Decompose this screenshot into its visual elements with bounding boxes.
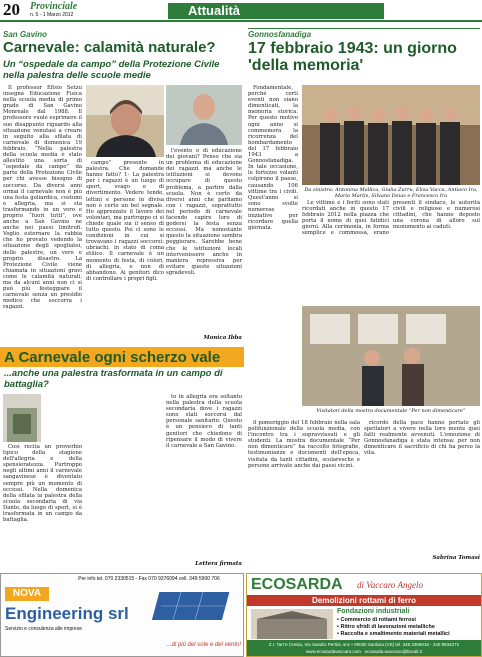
ad-ecosarda-contacts	[247, 648, 481, 655]
article2-caption-top: Da sinistra: Antonina Mallica, Giulia Zurru, Elisa Vacca, Antioco Ira, Maria Martis, Silvano Deias e Francesco Ira	[304, 187, 478, 199]
ad-ecosarda-brand: ECOSARDA	[251, 576, 343, 593]
article2-col3: il pomeriggio del 18 febbraio nella sala polifunzionale della scuola media, con l'incontro tra i sopravvissuti e gli studenti. La mostra documentale “Per non dimenticare” ha raccolto fotografie, testimonianze e documenti dell'epoca, visitata da tanti cittadini, scolaresche e persone arrivate anche dai paesi vicini.	[248, 420, 360, 469]
article2-col2: Le vittime e i feriti sono stati ricordati anche in questo 17 febbraio 2012 nella piazza che porta il nome di quei fatidici giorni. Alla cerimonia, in forma semplice e commossa, erano presenti il sindaco, le autorità civili e religiose e numerosi cittadini, che hanno deposto una corona di alloro sul monumento ai caduti.	[302, 200, 480, 237]
ad-nova-logo: NOVA	[5, 587, 49, 601]
article1-kicker: San Gavino	[3, 30, 48, 39]
ad-ecosarda-subheadline: Fondazioni industriali	[337, 608, 410, 615]
article3-subtitle: ...anche una palestra trasformata in un campo di battaglia?	[4, 368, 223, 390]
service-item: • Ritiro sfridi di lavorazioni metalliche	[337, 624, 435, 630]
solar-panel-icon	[151, 586, 241, 626]
ad-nova-name: Engineering srl	[5, 604, 129, 623]
article1-byline: Monica Ibba	[203, 335, 242, 341]
article1-photo	[86, 85, 164, 157]
article1-col2: campo” presente in palestra. Che domande hanno fatto? 1- La palestra per i ragazzi è un luogo di sport, svago e di divertimento. Vedere tende, lettini e persone in divisa non è certo un bel segnale. Ho apprezzato il lavoro dei volontari, ma purtroppo ci si chiede quale sia il senso di tutto questo. Poi ci sono le condizioni in cui si trovavano i ragazzi soccorsi: ubriachi, in stato di coma etilico. Il carnevale è un momento di festa, di colori, di allegria, e non di abbandono. Ai genitori dico di controllare i propri figli.	[86, 160, 164, 282]
article3-col2: to in allegria era soltanto nella palestra della scuola secondaria dove i ragazzi sono stati soccorsi dal personale sanitario. Questo è un pensiero di tanti genitori che chiedono di ripensare il modo di vivere il carnevale a San Gavino.	[166, 394, 242, 449]
article1-title: Carnevale: calamità naturale?	[3, 39, 216, 56]
service-item: • Raccolta e smaltimento materiali metallici	[337, 631, 450, 637]
article2-col4: ricordo della pace hanno portato gli spettatori a vivere nella loro mente quei fatti realmente avvenuti. L'emozione di Gonnosfanadiga è stata intensa: per non dimenticare il sacrificio di chi ha perso la vita.	[364, 420, 480, 457]
article3-byline: Lettera firmata	[195, 561, 242, 567]
article2-byline: Sabrina Tomasi	[432, 555, 480, 561]
article2-top-rule	[248, 28, 480, 29]
article1-subtitle: Un “ospedale da campo” della Protezione Civile nella palestra delle scuole medie	[3, 59, 220, 81]
ad-ecosarda-web[interactable]: www.ecosardavaccaro.com	[306, 649, 361, 654]
article2-kicker: Gonnosfanadiga	[248, 30, 312, 39]
article3-photo	[3, 394, 41, 442]
article3-title: A Carnevale ogni scherzo vale	[4, 349, 221, 366]
page-number: 20	[3, 0, 20, 19]
ad-nova-slogan: ...di più del sole e del vento!	[166, 642, 241, 648]
ad-ecosarda-services	[337, 617, 479, 638]
warehouse-icon	[251, 609, 333, 639]
article2-caption-bottom: Visitatori della mostra documentale “Per non dimenticare”	[316, 408, 466, 414]
article2-title: 17 febbraio 1943: un giorno 'della memoria'	[248, 40, 457, 74]
ad-ecosarda[interactable]	[246, 573, 482, 657]
ad-ecosarda-headline: Demolizioni rottami di ferro	[247, 595, 481, 606]
ad-nova-tagline: Servizio e consulenza alle imprese	[5, 626, 82, 632]
service-item: • Commercio di rottami ferrosi	[337, 617, 416, 623]
ad-nova-engineering[interactable]	[0, 573, 244, 657]
article1-col1: Il professor Efisio Setzu insegna Educazione Fisica nella scuola media di primo grado di San Gavino Monreale dal 1988. Il professore vuole esprimere il suo disappunto riguardo alla situazione venutasi a creare in seguito alla sfilata di carnevale di domenica 19 febbraio. “Nella palestra della scuola media è stato allestito una sorta di “ospedale da campo” da parte della Protezione Civile per chi avesse bisogno di soccorso. Da diversi anni ormai il carnevale non è più una festa goliardica, costumi e allegria, ma si sta trasformando in un vero e proprio “fuori tutti”, ove anche a San Gavino ne anche nei paesi limitrofi. Voglio esternare la rabbia che ho provato vedendo la situazione degli spogliatoi, delle palestre, un vero e proprio disastro. La Protezione Civile viene chiamata in situazioni gravi come le calamità naturali, ma da alcuni anni non ci si può più festeggiare il carnevale senza un presidio medico che soccorra i ragazzi.	[3, 85, 82, 311]
article1-photo2	[166, 85, 242, 145]
issue-info: n. 5 - 1 Marzo 2012	[30, 12, 74, 18]
article2-group-photo	[302, 85, 480, 185]
masthead-logo: Provinciale	[30, 1, 78, 12]
article2-exhibit-photo	[302, 306, 480, 406]
ad-ecosarda-address: Z.I. Tarr'e Cresia, Via Sandro Pertini, snc • 09030 Sardara (VS) tel. 348 3366018 - 340 9834271	[268, 642, 460, 647]
article1-col3: l'evento o di educazione dei giovani? Penso che sia un problema di educazione dei ragazzi ma anche le istituzioni si devono occupare di questo problema, a partire dalla scuola. Non è certo da diversi anni che parliamo con i ragazzi, soprattutto nel periodo di carnevale facendo capire loro di godersi la festa senza eccessi. Ma nonostante questo la situazione sembra peggiorare. Sarebbe bene che le istituzioni locali intervenissero anche in maniera repressiva per evitare queste situazioni sgradevoli.	[166, 148, 242, 276]
ad-ecosarda-owner: di Vaccaro Angelo	[357, 580, 423, 590]
ad-ecosarda-email[interactable]: ecosarda.avaccaro@tiscali.it	[364, 649, 422, 654]
ad-ecosarda-footer	[247, 640, 481, 656]
page-header	[0, 0, 482, 22]
section-title: Attualità	[168, 3, 384, 19]
ad-nova-contact: Per info tel. 070 2330515 - Fax 070 9376094 cell. 349 5900 706	[78, 576, 220, 582]
article3-col1: Così recita un proverbio tipico della stagione dell'allegria e della spensieratezza. Purtroppo negli ultimi anni il carnevale sangavinese è diventato sempre più un momento di eccessi. Nella domenica della sfilata la palestra della scuola secondaria di via Dante, da luogo di sport, si è trasformata in un campo da battaglia.	[3, 444, 82, 524]
article2-col1: Fondamentale, perché certi eventi non siano dimenticati, la memoria storica. Per questo motivo ogni anno si commemora la ricorrenza del bombardamento del 17 febbraio 1943 a Gonnosfanadiga. In tale occasione, le fortezze volanti colpirono il paese, causando 106 vittime tra i civili. Quest'anno si sono svolte numerose iniziative per ricordare quella giornata.	[248, 85, 298, 232]
